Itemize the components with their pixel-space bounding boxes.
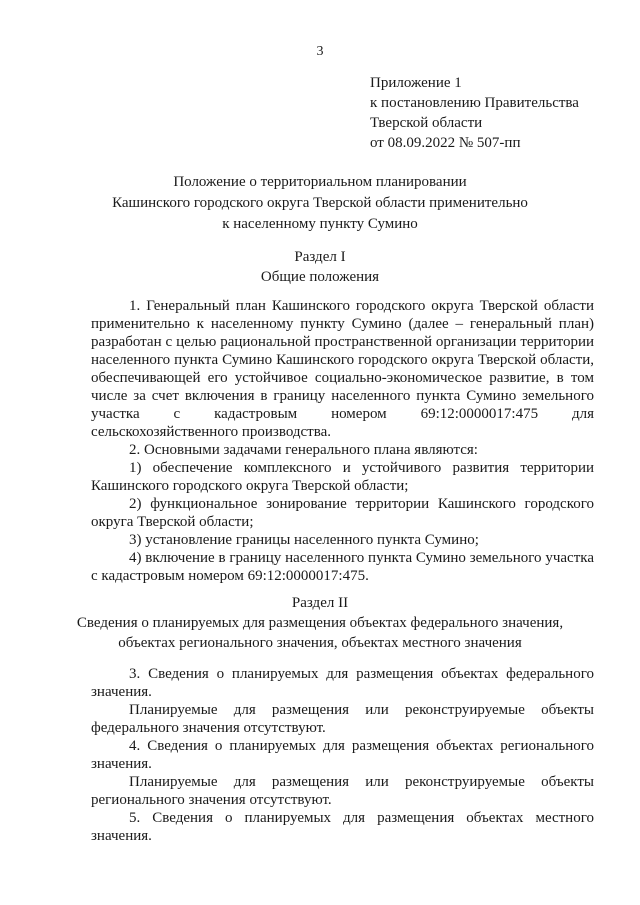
title-line: Кашинского городского округа Тверской области применительно bbox=[112, 195, 528, 211]
section-2-header bbox=[0, 593, 640, 653]
paragraph: 2. Основными задачами генерального плана являются: bbox=[129, 442, 478, 458]
paragraph: Планируемые для размещения или реконструируемые объекты федерального значения отсутствуют. bbox=[91, 702, 594, 736]
appendix-line: Тверской области bbox=[370, 115, 483, 131]
section-2-subheading: Сведения о планируемых для размещения объектах федерального значения, bbox=[76, 615, 564, 631]
appendix-line: Приложение 1 bbox=[370, 75, 462, 91]
section-1-subheading: Общие положения bbox=[260, 269, 380, 285]
section-2-subheading: объектах регионального значения, объектах местного значения bbox=[118, 635, 522, 651]
paragraph: 1) обеспечение комплексного и устойчивого развития территории Кашинского городского округа Тверской области; bbox=[91, 460, 594, 494]
page-number: 3 bbox=[316, 44, 324, 59]
section-2-heading: Раздел II bbox=[291, 595, 349, 611]
section-2-body bbox=[91, 665, 594, 845]
appendix-date: от 08.09.2022 № 507-пп bbox=[370, 135, 521, 151]
section-1-body bbox=[91, 297, 594, 585]
paragraph: 4. Сведения о планируемых для размещения объектах регионального значения. bbox=[91, 738, 594, 772]
paragraph: 5. Сведения о планируемых для размещения объектах местного значения. bbox=[91, 810, 594, 844]
paragraph: 3. Сведения о планируемых для размещения объектах федерального значения. bbox=[91, 666, 594, 700]
title-line: к населенному пункту Сумино bbox=[222, 216, 418, 232]
section-1-header bbox=[0, 247, 640, 287]
document-title bbox=[0, 172, 640, 235]
title-line: Положение о территориальном планировании bbox=[173, 174, 467, 190]
paragraph: 4) включение в границу населенного пункта Сумино земельного участка с кадастровым номером 69:12:0000017:475. bbox=[91, 550, 594, 584]
appendix-line: к постановлению Правительства bbox=[370, 95, 579, 111]
appendix-header bbox=[370, 73, 579, 153]
section-1-heading: Раздел I bbox=[294, 249, 346, 265]
paragraph: Планируемые для размещения или реконструируемые объекты регионального значения отсутствуют. bbox=[91, 774, 594, 808]
paragraph: 3) установление границы населенного пункта Сумино; bbox=[129, 532, 479, 548]
paragraph: 2) функциональное зонирование территории Кашинского городского округа Тверской области; bbox=[91, 496, 594, 530]
paragraph: 1. Генеральный план Кашинского городского округа Тверской области применительно к населенному пункту Сумино (далее – генеральный план) разработан с целью рациональной пространственной организации территории населенного пункта Сумино Кашинского городского округа Тверской области, обеспечивающей его устойчивое социально-экономическое развитие, в том числе за счет включения в границу населенного пункта Сумино земельного участка с кадастровым номером 69:12:0000017:475 для сельскохозяйственного производства. bbox=[91, 298, 594, 440]
